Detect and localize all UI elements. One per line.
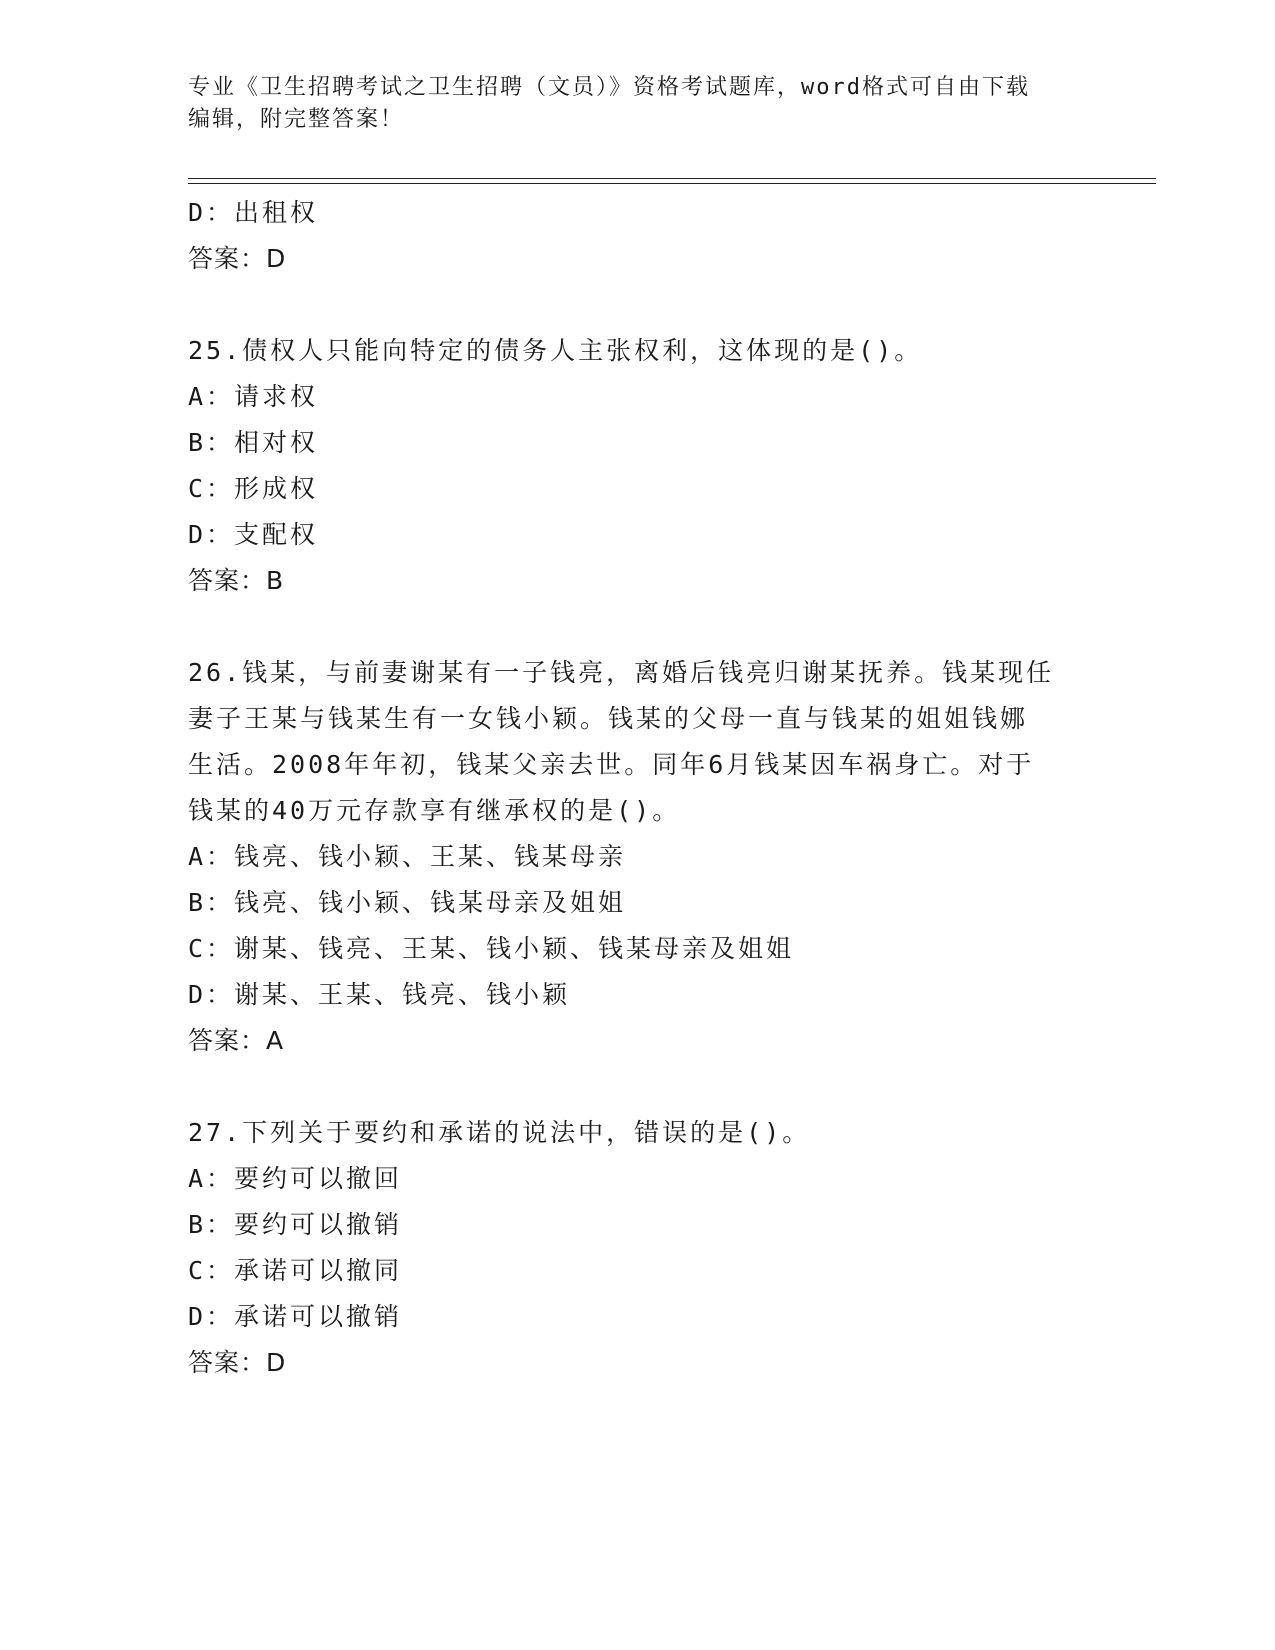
option-d: D：出租权	[188, 198, 319, 227]
option-a: A：要约可以撤回	[188, 1164, 403, 1193]
option-c: C：形成权	[188, 474, 319, 503]
option-d: D：承诺可以撤销	[188, 1302, 403, 1331]
header-divider-bottom	[188, 183, 1156, 184]
option-d: D：支配权	[188, 520, 319, 549]
question-stem-line-2: 妻子王某与钱某生有一女钱小颖。钱某的父母一直与钱某的姐姐钱娜	[188, 704, 1029, 733]
option-b: B：钱亮、钱小颖、钱某母亲及姐姐	[188, 888, 627, 917]
header-line-2: 编辑，附完整答案！	[188, 107, 405, 132]
header-divider-top	[188, 178, 1156, 179]
option-c: C：谢某、钱亮、王某、钱小颖、钱某母亲及姐姐	[188, 934, 795, 963]
question-stem-line-1: 26.钱某，与前妻谢某有一子钱亮，离婚后钱亮归谢某抚养。钱某现任	[188, 658, 1055, 687]
option-a: A：请求权	[188, 382, 319, 411]
question-stem-line-4: 钱某的40万元存款享有继承权的是()。	[188, 796, 681, 825]
document-header	[188, 72, 1088, 136]
answer-line: 答案：B	[188, 566, 285, 595]
option-a: A：钱亮、钱小颖、王某、钱某母亲	[188, 842, 627, 871]
question-stem-line-3: 生活。2008年年初，钱某父亲去世。同年6月钱某因车祸身亡。对于	[188, 750, 1035, 779]
answer-line: 答案：D	[188, 1348, 287, 1377]
question-25	[188, 328, 1088, 604]
question-27	[188, 1110, 1088, 1386]
question-stem: 25.债权人只能向特定的债务人主张权利，这体现的是()。	[188, 336, 923, 365]
answer-line: 答案：A	[188, 1026, 285, 1055]
question-list	[188, 190, 1088, 1386]
previous-question-tail	[188, 190, 1088, 282]
option-b: B：要约可以撤销	[188, 1210, 403, 1239]
option-d: D：谢某、王某、钱亮、钱小颖	[188, 980, 571, 1009]
header-line-1: 专业《卫生招聘考试之卫生招聘（文员）》资格考试题库，word格式可自由下载	[188, 75, 1030, 100]
option-b: B：相对权	[188, 428, 319, 457]
question-26	[188, 650, 1088, 1064]
answer-line: 答案：D	[188, 244, 287, 273]
option-c: C：承诺可以撤同	[188, 1256, 403, 1285]
question-stem: 27.下列关于要约和承诺的说法中，错误的是()。	[188, 1118, 811, 1147]
